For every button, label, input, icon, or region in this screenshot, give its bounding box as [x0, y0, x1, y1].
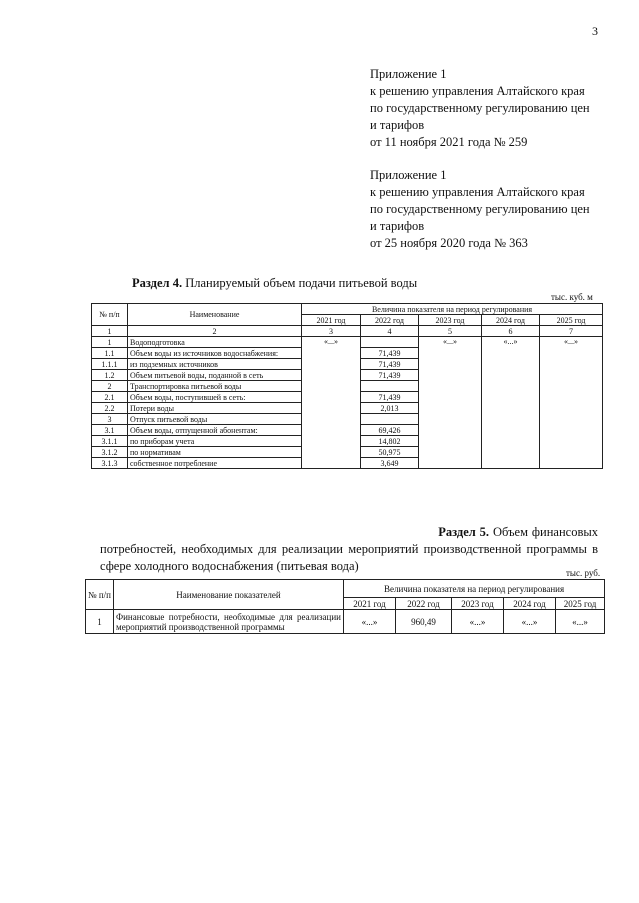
- value-2022: 3,649: [361, 458, 419, 469]
- section5-table: [85, 579, 605, 634]
- header-name: Наименование показателей: [114, 580, 344, 610]
- value-2025: «...»: [540, 337, 603, 469]
- section4-table: [91, 303, 603, 469]
- appendix-line: к решению управления Алтайского края: [370, 84, 585, 98]
- value-2022: 71,439: [361, 392, 419, 403]
- appendix-line: от 11 ноября 2021 года № 259: [370, 135, 528, 149]
- section5-title-text: Объем финансовых потребностей, необходимых для реализации мероприятий производственной программы в сфере холодного водоснабжения (питьевая вода): [100, 525, 598, 573]
- value-2022: [361, 381, 419, 392]
- section4-title-text: Планируемый объем подачи питьевой воды: [182, 276, 418, 290]
- row-num: 1.2: [92, 370, 128, 381]
- value-2025: «...»: [556, 610, 605, 634]
- row-name: Объем питьевой воды, поданной в сеть: [128, 370, 302, 381]
- appendix-block-1: [370, 66, 590, 151]
- value-2022: 71,439: [361, 370, 419, 381]
- value-2022: 2,013: [361, 403, 419, 414]
- row-num: 3.1.3: [92, 458, 128, 469]
- header-year: 2023 год: [452, 598, 504, 610]
- row-num: 2.1: [92, 392, 128, 403]
- row-num: 2: [92, 381, 128, 392]
- row-num: 3.1.1: [92, 436, 128, 447]
- table-row: [86, 610, 605, 634]
- row-name: Водоподготовка: [128, 337, 302, 348]
- header-year: 2023 год: [419, 315, 482, 326]
- appendix-block-2: [370, 167, 590, 252]
- appendix-line: Приложение 1: [370, 67, 447, 81]
- col-number: 7: [540, 326, 603, 337]
- row-name: по нормативам: [128, 447, 302, 458]
- appendix-line: к решению управления Алтайского края: [370, 185, 585, 199]
- col-number: 2: [128, 326, 302, 337]
- appendix-line: от 25 ноября 2020 года № 363: [370, 236, 528, 250]
- header-year: 2025 год: [556, 598, 605, 610]
- header-year: 2024 год: [504, 598, 556, 610]
- appendix-line: Приложение 1: [370, 168, 447, 182]
- header-period: Величина показателя на период регулирования: [302, 304, 603, 315]
- value-2024: «...»: [504, 610, 556, 634]
- section4-title-bold: Раздел 4.: [132, 276, 183, 290]
- row-num: 3.1: [92, 425, 128, 436]
- header-year: 2022 год: [396, 598, 452, 610]
- value-2023: «...»: [419, 337, 482, 469]
- row-num: 1: [92, 337, 128, 348]
- appendix-line: и тарифов: [370, 118, 425, 132]
- row-name: собственное потребление: [128, 458, 302, 469]
- header-num: № п/п: [92, 304, 128, 326]
- row-name: Отпуск питьевой воды: [128, 414, 302, 425]
- table-row: [92, 337, 603, 348]
- value-2022: [361, 337, 419, 348]
- header-period: Величина показателя на период регулирования: [344, 580, 605, 598]
- section5-unit: тыс. руб.: [566, 568, 601, 578]
- value-2022: 71,439: [361, 348, 419, 359]
- row-num: 1: [86, 610, 114, 634]
- col-number: 6: [482, 326, 540, 337]
- row-name: по приборам учета: [128, 436, 302, 447]
- value-2022: 14,802: [361, 436, 419, 447]
- row-num: 2.2: [92, 403, 128, 414]
- header-num: № п/п: [86, 580, 114, 610]
- value-2022: [361, 414, 419, 425]
- section4-title: [132, 276, 417, 291]
- col-number: 4: [361, 326, 419, 337]
- col-number: 3: [302, 326, 361, 337]
- row-name: из подземных источников: [128, 359, 302, 370]
- header-year: 2021 год: [302, 315, 361, 326]
- row-name: Объем воды, поступившей в сеть:: [128, 392, 302, 403]
- header-year: 2022 год: [361, 315, 419, 326]
- row-name: Объем воды из источников водоснабжения:: [128, 348, 302, 359]
- value-2021: «...»: [302, 337, 361, 469]
- header-year: 2021 год: [344, 598, 396, 610]
- header-name: Наименование: [128, 304, 302, 326]
- value-2022: 960,49: [396, 610, 452, 634]
- value-2022: 71,439: [361, 359, 419, 370]
- value-2024: «...»: [482, 337, 540, 469]
- row-name: Финансовые потребности, необходимые для реализации мероприятий производственной программы: [114, 610, 344, 634]
- page-number: 3: [592, 24, 598, 38]
- value-2022: 69,426: [361, 425, 419, 436]
- row-name: Потери воды: [128, 403, 302, 414]
- header-year: 2024 год: [482, 315, 540, 326]
- appendix-line: по государственному регулированию цен: [370, 202, 590, 216]
- row-num: 3: [92, 414, 128, 425]
- value-2023: «...»: [452, 610, 504, 634]
- row-num: 1.1: [92, 348, 128, 359]
- section4-unit: тыс. куб. м: [551, 292, 593, 302]
- row-name: Транспортировка питьевой воды: [128, 381, 302, 392]
- row-num: 3.1.2: [92, 447, 128, 458]
- col-number: 1: [92, 326, 128, 337]
- appendix-line: и тарифов: [370, 219, 425, 233]
- row-name: Объем воды, отпущенной абонентам:: [128, 425, 302, 436]
- section5-title-bold: Раздел 5.: [438, 525, 490, 539]
- appendix-line: по государственному регулированию цен: [370, 101, 590, 115]
- value-2021: «...»: [344, 610, 396, 634]
- header-year: 2025 год: [540, 315, 603, 326]
- value-2022: 50,975: [361, 447, 419, 458]
- row-num: 1.1.1: [92, 359, 128, 370]
- col-number: 5: [419, 326, 482, 337]
- section5-title: [100, 524, 598, 575]
